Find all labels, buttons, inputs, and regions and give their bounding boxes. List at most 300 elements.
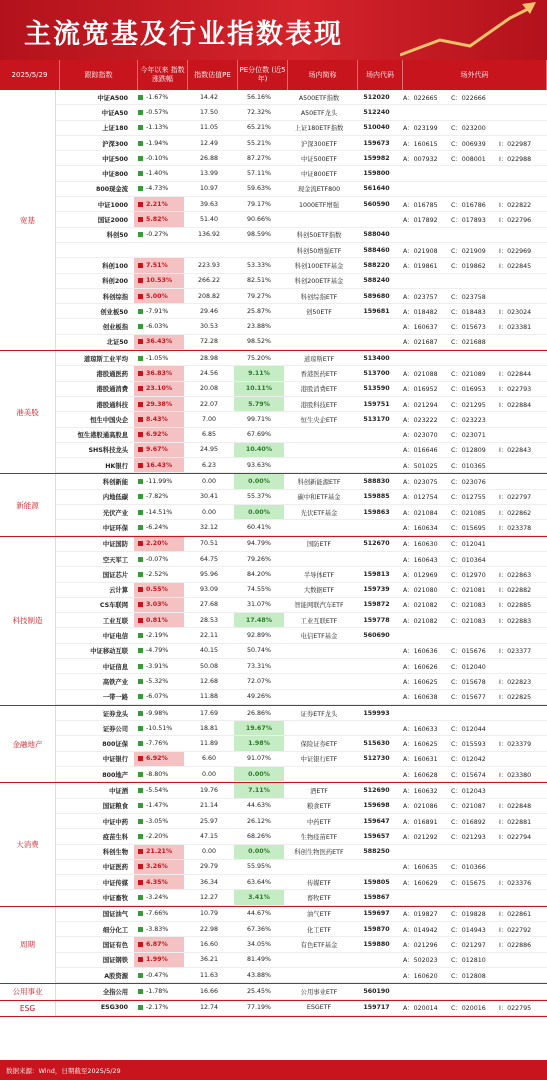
change-marker-icon: [138, 587, 143, 592]
ytd-change: [134, 351, 184, 365]
otc-code-i: [499, 754, 547, 763]
otc-code-c: C：023071: [451, 432, 486, 440]
pe-percentile: 72.07%: [246, 677, 271, 685]
ytd-change: [134, 953, 184, 967]
index-group: [0, 537, 547, 706]
index-name: 全指公用: [102, 988, 128, 996]
ytd-value: 6.87%: [146, 940, 168, 948]
otc-code-c: C：023758: [451, 293, 486, 301]
otc-code-a: A：160628: [403, 771, 438, 779]
otc-code-c: C：016786: [451, 201, 486, 209]
index-name: 中证国防: [102, 541, 128, 549]
otc-code-c: C：021085: [451, 509, 486, 517]
ytd-value: 8.43%: [146, 415, 168, 423]
otc-code-a: A：023222: [403, 416, 438, 424]
pe-percentile: 79.26%: [246, 555, 271, 563]
col-pe-pct: PE分位数 (近5年): [238, 60, 288, 90]
ytd-change: [134, 799, 184, 813]
group-rows: [56, 907, 547, 983]
otc-code-a: A：502023: [403, 957, 438, 965]
change-marker-icon: [138, 447, 143, 452]
index-name: CS车联网: [99, 602, 128, 610]
pe-percentile: 94.79%: [246, 540, 271, 548]
otc-codes: [399, 445, 547, 454]
pe-percentile: 55.21%: [246, 139, 271, 147]
ytd-value: -4.79%: [146, 647, 169, 655]
ytd-value: -7.91%: [146, 307, 169, 315]
table-row: [56, 351, 547, 366]
etf-code: 159681: [363, 307, 390, 315]
otc-code-i: I：022792: [499, 926, 532, 934]
pe-value: 12.27: [199, 894, 219, 902]
pe-value: 7.00: [201, 415, 217, 423]
otc-code-i: I：022885: [499, 602, 532, 610]
pe-value: 10.79: [199, 910, 219, 918]
ytd-value: -2.20%: [146, 832, 169, 840]
ytd-value: -1.47%: [146, 802, 169, 810]
ytd-change: [134, 860, 184, 874]
etf-name: ESGETF: [306, 1004, 332, 1012]
ytd-value: -1.67%: [146, 93, 169, 101]
etf-name: 粮食ETF: [306, 803, 332, 811]
index-name: 国证芯片: [102, 571, 128, 579]
change-marker-icon: [138, 989, 143, 994]
pe-percentile: 84.20%: [246, 570, 271, 578]
table-row: [56, 412, 547, 427]
table-row: [56, 428, 547, 443]
otc-code-a: A：160620: [403, 972, 438, 980]
change-marker-icon: [138, 633, 143, 638]
otc-code-c: C：020016: [451, 1005, 486, 1013]
index-name: 港股通科技: [96, 401, 128, 409]
pe-value: 27.68: [199, 601, 219, 609]
table-row: [56, 829, 547, 844]
index-name: 疫苗生科: [102, 833, 128, 841]
otc-codes: [399, 862, 547, 871]
etf-code: 512730: [363, 755, 390, 763]
otc-code-i: I：022884: [499, 401, 532, 409]
index-name: 上证180: [102, 125, 128, 133]
etf-code: 512690: [363, 787, 390, 794]
etf-code: 560690: [363, 632, 390, 640]
index-name: 创业板指: [102, 324, 128, 332]
ytd-value: 6.92%: [146, 431, 168, 439]
index-name: 国证有色: [102, 941, 128, 949]
etf-code: 588250: [363, 848, 390, 856]
otc-code-i: I：022848: [499, 803, 532, 811]
pe-percentile: 44.67%: [246, 910, 271, 918]
pe-percentile: 98.52%: [246, 338, 271, 346]
otc-code-i: I：023379: [499, 741, 532, 749]
otc-code-i: I：022843: [499, 447, 532, 455]
index-name: 工业互联: [102, 617, 128, 625]
index-name: 科创200: [102, 278, 128, 286]
table-row: [56, 243, 547, 258]
otc-codes: [399, 600, 547, 609]
pe-value: 21.14: [199, 802, 219, 810]
ytd-value: 6.92%: [146, 755, 168, 763]
ytd-change: [134, 875, 184, 889]
ytd-change: [134, 552, 184, 566]
etf-code: 159863: [363, 508, 390, 516]
ytd-value: -3.24%: [146, 894, 169, 902]
pe-percentile: 10.40%: [234, 443, 284, 457]
etf-name: 科创50ETF指数: [296, 232, 342, 240]
pe-percentile: 82.51%: [246, 277, 271, 285]
otc-code-i: I：022795: [499, 1005, 532, 1013]
table-row: [56, 721, 547, 736]
ytd-change: [134, 890, 184, 904]
ytd-value: -7.76%: [146, 740, 169, 748]
group-name: 大消费: [0, 783, 56, 905]
ytd-change: [134, 907, 184, 921]
ytd-change: [134, 121, 184, 135]
pe-value: 30.41: [199, 493, 219, 501]
otc-code-c: C：021297: [451, 941, 486, 949]
otc-code-a: A：501025: [403, 462, 438, 470]
otc-code-i: [499, 539, 547, 548]
ytd-change: [134, 212, 184, 226]
pe-value: 17.69: [199, 709, 219, 717]
col-etf-name: 场内简称: [288, 60, 358, 90]
table-row: [56, 490, 547, 505]
pe-value: 223.93: [197, 261, 221, 269]
otc-code-a: A：021908: [403, 247, 438, 255]
trend-arrow-icon: [400, 0, 547, 60]
change-marker-icon: [138, 648, 143, 653]
etf-code: 513400: [363, 354, 390, 362]
pe-percentile: [234, 243, 284, 257]
table-row: [56, 319, 547, 334]
otc-code-i: [499, 292, 547, 301]
otc-code-a: A：160638: [403, 694, 438, 702]
pe-value: 19.76: [199, 787, 219, 794]
table-row: [56, 366, 547, 381]
ytd-value: 5.82%: [146, 216, 168, 224]
etf-code: 588830: [363, 478, 390, 486]
otc-codes: [399, 292, 547, 301]
otc-code-a: A：021082: [403, 617, 438, 625]
otc-code-c: C：012810: [451, 957, 486, 965]
otc-code-a: A：021687: [403, 339, 438, 347]
otc-codes: [399, 786, 547, 795]
ytd-change: [134, 228, 184, 242]
table-row: [56, 458, 547, 473]
pe-value: 32.12: [199, 523, 219, 531]
index-name: 科创综指: [102, 293, 128, 301]
etf-code: 159657: [363, 832, 390, 840]
pe-percentile: 79.27%: [246, 292, 271, 300]
otc-code-c: C：021293: [451, 833, 486, 841]
index-name: 中证信息: [102, 663, 128, 671]
otc-codes: [399, 555, 547, 564]
index-name: 国证粮食: [102, 803, 128, 811]
otc-code-i: [499, 971, 547, 980]
otc-codes: [399, 154, 547, 163]
etf-name: 大数据ETF: [303, 587, 335, 595]
group-rows: [56, 351, 547, 473]
pe-percentile: 93.63%: [246, 461, 271, 469]
otc-code-i: I：022794: [499, 833, 532, 841]
otc-code-a: A：023070: [403, 432, 438, 440]
ytd-change: [134, 845, 184, 859]
otc-codes: [399, 430, 547, 439]
otc-code-c: C：021081: [451, 587, 486, 595]
index-name: 中证畜牧: [102, 895, 128, 903]
pe-value: 10.97: [199, 185, 219, 193]
pe-percentile: 0.00%: [234, 767, 284, 781]
pe-value: 6.60: [201, 755, 217, 763]
otc-code-i: I：022882: [499, 587, 532, 595]
index-name: 国证钢铁: [102, 957, 128, 965]
otc-code-a: A：160634: [403, 524, 438, 532]
otc-code-a: A：160637: [403, 324, 438, 332]
change-marker-icon: [138, 726, 143, 731]
pe-percentile: 1.98%: [234, 736, 284, 750]
ytd-value: -6.24%: [146, 523, 169, 531]
otc-codes: [399, 539, 547, 548]
group-rows: [56, 706, 547, 782]
pe-percentile: 81.49%: [246, 956, 271, 964]
etf-name: 公用事业ETF: [300, 988, 338, 996]
ytd-change: [134, 197, 184, 211]
etf-name: 证券ETF龙头: [300, 710, 338, 718]
otc-code-a: A：160625: [403, 678, 438, 686]
otc-code-a: A：160626: [403, 663, 438, 671]
change-marker-icon: [138, 309, 143, 314]
pe-percentile: 73.31%: [246, 662, 271, 670]
etf-code: 588040: [363, 231, 390, 239]
change-marker-icon: [138, 618, 143, 623]
index-name: 沪深300: [102, 140, 128, 148]
pe-value: 18.81: [199, 724, 219, 732]
ytd-change: [134, 721, 184, 735]
change-marker-icon: [138, 232, 143, 237]
otc-code-c: C：018483: [451, 308, 486, 316]
otc-code-a: A：022665: [403, 94, 438, 102]
table-row: [56, 628, 547, 643]
etf-code: 159982: [363, 154, 390, 162]
otc-codes: [399, 139, 547, 148]
pe-value: 12.68: [199, 677, 219, 685]
pe-percentile: 63.64%: [246, 878, 271, 886]
etf-code: 159867: [363, 894, 390, 902]
etf-code: 159778: [363, 616, 390, 624]
group-rows: [56, 90, 547, 350]
change-marker-icon: [138, 479, 143, 484]
index-name: 800现金流: [95, 186, 128, 194]
table-row: [56, 875, 547, 890]
pe-percentile: 65.21%: [246, 124, 271, 132]
pe-value: 36.21: [199, 956, 219, 964]
pe-value: 26.88: [199, 154, 219, 162]
pe-value: 22.07: [199, 400, 219, 408]
otc-code-i: I：023378: [499, 524, 532, 532]
otc-code-i: I：022825: [499, 694, 532, 702]
pe-value: 12.74: [199, 1004, 219, 1012]
ytd-value: 2.20%: [146, 540, 168, 548]
table-row: [56, 814, 547, 829]
ytd-value: -0.27%: [146, 231, 169, 239]
index-name: 光伏产业: [102, 509, 128, 517]
pe-value: 70.51: [199, 540, 219, 548]
etf-name: 现金流ETF800: [297, 186, 341, 194]
otc-code-i: [499, 786, 547, 795]
otc-codes: [399, 307, 547, 316]
otc-code-i: I：022796: [499, 217, 532, 225]
table-row: [56, 382, 547, 397]
otc-code-a: A：160632: [403, 788, 438, 795]
pe-percentile: 7.11%: [234, 783, 284, 797]
otc-codes: [399, 477, 547, 486]
etf-name: 科创200ETF基金: [294, 278, 344, 286]
etf-code: 560190: [363, 987, 390, 995]
index-name: 中证银行: [102, 756, 128, 764]
pe-value: 24.56: [199, 369, 219, 377]
ytd-value: -14.51%: [146, 508, 173, 516]
index-name: 证券公司: [102, 725, 128, 733]
otc-codes: [399, 909, 547, 918]
index-name: 科创50: [106, 232, 128, 240]
change-marker-icon: [138, 711, 143, 716]
etf-code: 159717: [363, 1004, 390, 1012]
table-row: [56, 443, 547, 458]
ytd-change: [134, 443, 184, 457]
index-name: SHS科技龙头: [88, 447, 128, 455]
index-name: 中证A50: [101, 109, 128, 117]
ytd-value: 0.55%: [146, 586, 168, 594]
etf-code: 159813: [363, 570, 390, 578]
ytd-value: 23.10%: [146, 385, 173, 393]
otc-code-i: I：022969: [499, 247, 532, 255]
otc-code-i: I：022863: [499, 571, 532, 579]
etf-name: A500ETF指数: [298, 94, 340, 102]
table-row: [56, 90, 547, 105]
otc-code-a: A：021086: [403, 803, 438, 811]
pe-value: 16.66: [199, 987, 219, 995]
ytd-change: [134, 659, 184, 673]
ytd-change: [134, 382, 184, 396]
otc-code-a: A：012754: [403, 494, 438, 502]
ytd-change: [134, 258, 184, 272]
etf-code: 561640: [363, 185, 390, 193]
ytd-value: -2.17%: [146, 1004, 169, 1012]
change-marker-icon: [138, 432, 143, 437]
change-marker-icon: [138, 864, 143, 869]
otc-code-a: A：160635: [403, 864, 438, 872]
otc-code-c: C：021087: [451, 803, 486, 811]
ytd-change: [134, 1001, 184, 1015]
otc-code-c: C：016892: [451, 818, 486, 826]
change-marker-icon: [138, 156, 143, 161]
ytd-value: -1.78%: [146, 987, 169, 995]
pe-value: 30.53: [199, 323, 219, 331]
index-name: A股资源: [104, 972, 128, 980]
otc-code-i: I：022797: [499, 494, 532, 502]
otc-code-i: I：022861: [499, 911, 532, 919]
otc-code-c: C：015675: [451, 879, 486, 887]
ytd-value: -1.05%: [146, 354, 169, 362]
pe-percentile: 49.26%: [246, 693, 271, 701]
otc-code-a: A：023199: [403, 125, 438, 133]
ytd-value: 36.83%: [146, 369, 173, 377]
change-marker-icon: [138, 679, 143, 684]
pe-value: 11.05: [199, 124, 219, 132]
change-marker-icon: [138, 202, 143, 207]
etf-name: 科创新能源ETF: [297, 479, 341, 487]
table-row: [56, 968, 547, 983]
pe-percentile: 91.07%: [246, 755, 271, 763]
table-row: [56, 752, 547, 767]
etf-code: 510040: [363, 124, 390, 132]
pe-percentile: 67.69%: [246, 431, 271, 439]
table-row: [56, 984, 547, 999]
otc-code-c: C：012043: [451, 788, 486, 795]
etf-name: 沪深300ETF: [300, 140, 338, 148]
otc-code-a: A：019861: [403, 262, 438, 270]
index-group: [0, 351, 547, 474]
otc-code-a: A：016891: [403, 818, 438, 826]
ytd-value: -1.13%: [146, 124, 169, 132]
pe-value: 29.79: [199, 863, 219, 871]
table-row: [56, 505, 547, 520]
index-name: 科创新能: [102, 479, 128, 487]
otc-codes: [399, 817, 547, 826]
etf-code: 512670: [363, 540, 390, 548]
etf-name: 国防ETF: [306, 541, 332, 549]
otc-code-i: [499, 123, 547, 132]
ytd-change: [134, 628, 184, 642]
index-name: 高铁产业: [102, 678, 128, 686]
table-row: [56, 937, 547, 952]
otc-code-c: C：012040: [451, 663, 486, 671]
index-name: 国证油气: [102, 911, 128, 919]
otc-code-i: [499, 415, 547, 424]
table-row: [56, 953, 547, 968]
table-row: [56, 613, 547, 628]
ytd-change: [134, 243, 184, 257]
otc-codes: [399, 616, 547, 625]
group-name: 公用事业: [0, 984, 56, 999]
change-marker-icon: [138, 95, 143, 100]
table-row: [56, 258, 547, 273]
ytd-value: -10.51%: [146, 724, 173, 732]
table-row: [56, 674, 547, 689]
table-row: [56, 860, 547, 875]
otc-code-a: A：016952: [403, 386, 438, 394]
otc-code-c: C：021083: [451, 617, 486, 625]
pe-percentile: 87.27%: [246, 154, 271, 162]
ytd-value: 0.81%: [146, 616, 168, 624]
ytd-change: [134, 922, 184, 936]
etf-name: 中证500ETF: [300, 155, 338, 163]
otc-code-i: I：023376: [499, 879, 532, 887]
ytd-value: -3.91%: [146, 662, 169, 670]
group-rows: [56, 474, 547, 535]
ytd-change: [134, 752, 184, 766]
table-row: [56, 552, 547, 567]
pe-percentile: 72.32%: [246, 108, 271, 116]
etf-name: 半导体ETF: [303, 571, 335, 579]
ytd-value: -7.66%: [146, 910, 169, 918]
pe-percentile: 19.67%: [234, 721, 284, 735]
otc-code-c: C：012042: [451, 756, 486, 764]
pe-percentile: 90.66%: [246, 216, 271, 224]
otc-codes: [399, 955, 547, 964]
otc-code-c: C：014943: [451, 926, 486, 934]
pe-percentile: 79.17%: [246, 200, 271, 208]
etf-code: 588220: [363, 261, 390, 269]
